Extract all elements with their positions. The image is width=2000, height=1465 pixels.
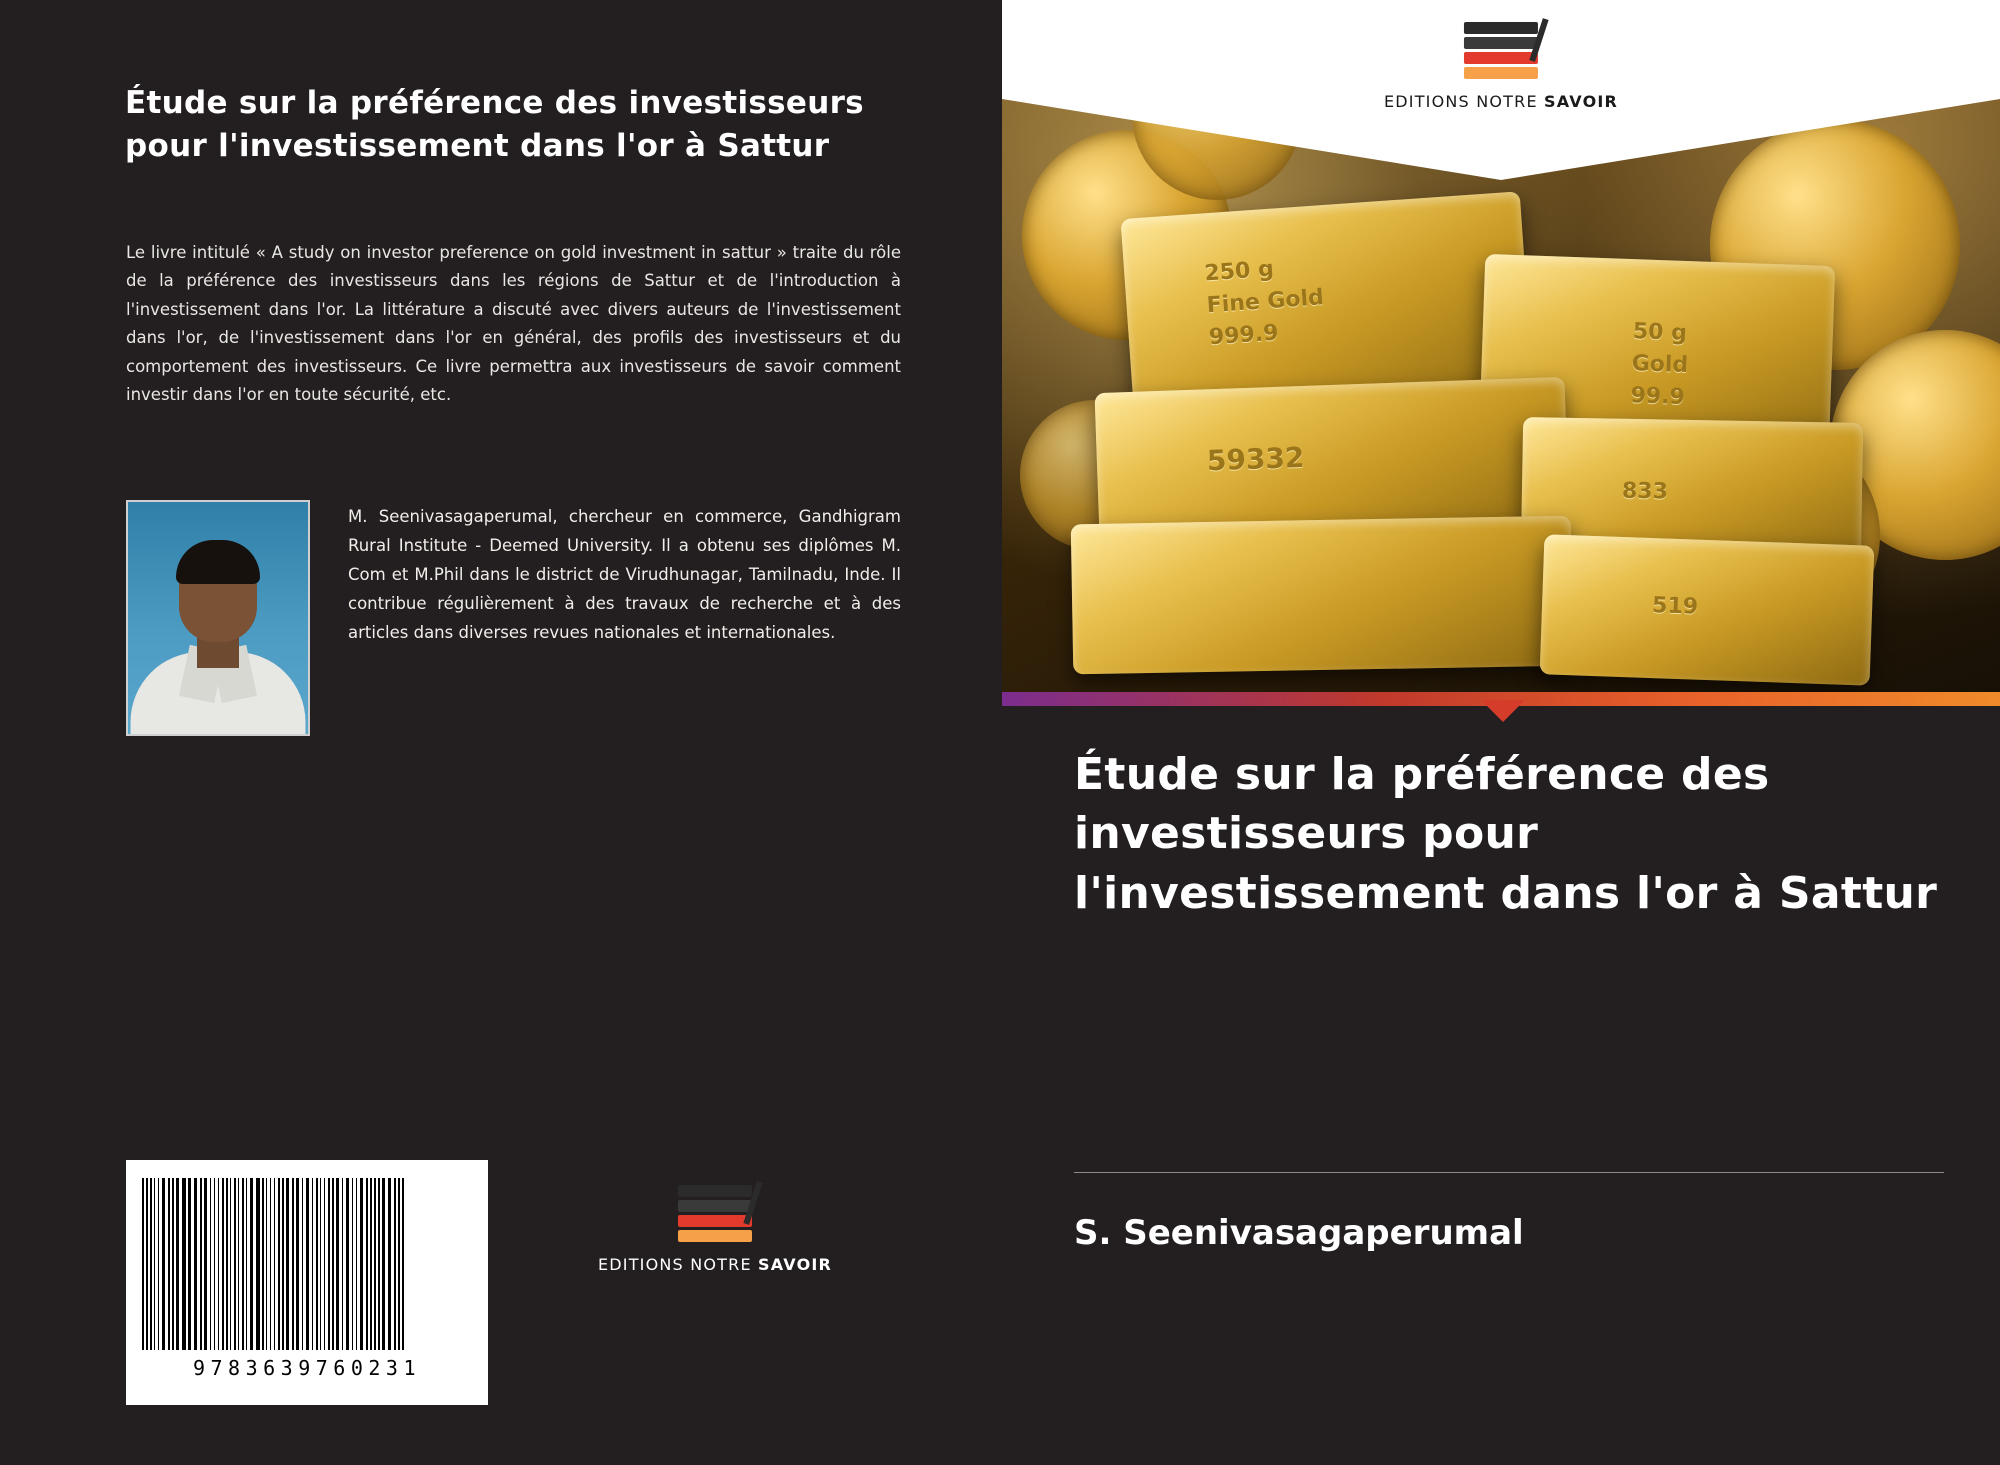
publisher-name-back (590, 1255, 840, 1274)
gold-bar-stamp: 250 g (1203, 256, 1275, 287)
author-photo (126, 500, 310, 736)
gold-bar (1071, 516, 1574, 675)
publisher-book-icon (1464, 22, 1538, 84)
publisher-name-regular: EDITIONS NOTRE (597, 1255, 759, 1274)
publisher-name-bold: SAVOIR (758, 1255, 833, 1274)
gold-bar-stamp: 519 (1651, 593, 1699, 620)
barcode-bars (142, 1178, 472, 1350)
gold-bar-stamp: Gold (1631, 351, 1689, 379)
strip-notch (1481, 700, 1525, 722)
gold-bar-stamp: 999.9 (1208, 320, 1280, 351)
gold-bars-photo (1002, 0, 2000, 700)
publisher-book-icon (678, 1185, 752, 1247)
front-cover-author: S. Seenivasagaperumal (1074, 1213, 1524, 1253)
gold-bar-stack (1002, 120, 2000, 700)
publisher-logo-back (590, 1185, 840, 1274)
back-cover-title: Étude sur la préférence des investisseurs pour l'investissement dans l'or à Sattur (125, 85, 864, 164)
author-bio-text: M. Seenivasagaperumal, chercheur en commerce, Gandhigram Rural Institute - Deemed University. Il a obtenu ses diplômes M. Com et M.Phil dans le district de Virudhunagar, Tamilnadu, Inde. Il contribue régulièrement à des travaux de recherche et à des articles dans diverses revues nationales et internationales. (348, 507, 901, 643)
gold-bar-stamp: 833 (1621, 478, 1669, 505)
back-cover-abstract: Le livre intitulé « A study on investor preference on gold investment in sattur » traite du rôle de la préférence des investisseurs dans les régions de Sattur et de l'introduction à l'investissement dans l'or. La littérature a discuté avec divers auteurs de l'investissement dans l'or, de l'investissement dans l'or en général, des profils des investisseurs et du comportement des investisseurs. Ce livre permettra aux investisseurs de savoir comment investir dans l'or en toute sécurité, etc. (126, 243, 901, 404)
title-divider (1074, 1172, 1944, 1173)
front-cover-panel (1002, 0, 2000, 1465)
publisher-name-regular: EDITIONS NOTRE (1383, 92, 1545, 111)
publisher-logo-front (1384, 22, 1618, 111)
gold-bar-stamp: 50 g (1632, 319, 1688, 347)
front-cover-title: Étude sur la préférence des investisseurs pour l'investissement dans l'or à Sattur (1074, 749, 1938, 919)
isbn-barcode (126, 1160, 488, 1405)
gold-bar (1540, 534, 1875, 685)
gold-bar-stamp: 59332 (1206, 440, 1305, 478)
barcode-digits: 9783639760231 (192, 1356, 422, 1380)
gold-bar-stamp: 99.9 (1630, 383, 1686, 410)
gold-bar-stamp: Fine Gold (1205, 285, 1325, 319)
publisher-name-front (1384, 92, 1618, 111)
publisher-name-bold: SAVOIR (1544, 92, 1619, 111)
